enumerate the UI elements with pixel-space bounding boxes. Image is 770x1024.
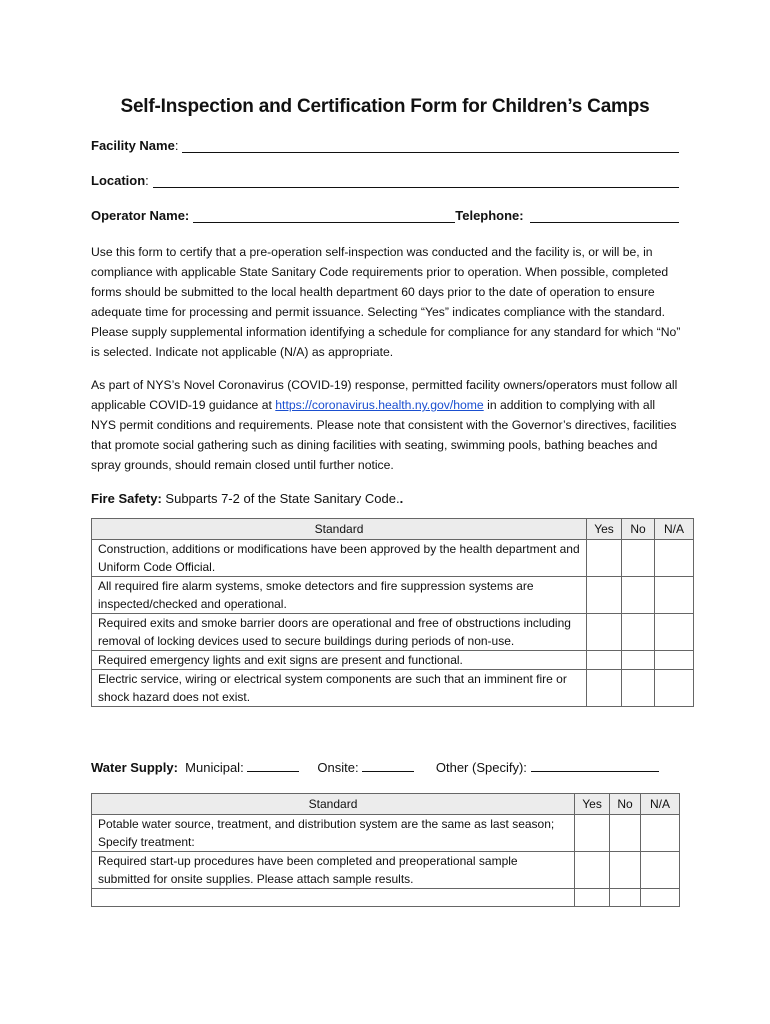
standard-cell: Required emergency lights and exit signs are present and functional. xyxy=(92,651,587,670)
municipal-label: Municipal: xyxy=(185,760,244,775)
na-checkbox-cell[interactable] xyxy=(654,614,693,651)
no-column-header: No xyxy=(610,794,641,815)
na-checkbox-cell[interactable] xyxy=(654,577,693,614)
yes-checkbox-cell[interactable] xyxy=(587,670,622,707)
na-checkbox-cell[interactable] xyxy=(641,815,680,852)
table-row xyxy=(92,651,694,670)
no-checkbox-cell[interactable] xyxy=(622,670,655,707)
page-title: Self-Inspection and Certification Form for Children’s Camps xyxy=(120,96,650,117)
table-header-row xyxy=(92,519,694,540)
table-row xyxy=(92,540,694,577)
na-column-header: N/A xyxy=(641,794,680,815)
no-checkbox-cell[interactable] xyxy=(610,889,641,907)
operator-row xyxy=(91,208,679,223)
location-label: Location xyxy=(91,173,146,188)
standard-cell: Construction, additions or modifications have been approved by the health department and Uniform Code Official. xyxy=(92,540,587,577)
standard-cell: Required exits and smoke barrier doors are operational and free of obstructions including removal of locking devices used to secure buildings during periods of non-use. xyxy=(92,614,587,651)
na-column-header: N/A xyxy=(654,519,693,540)
operator-name-field[interactable] xyxy=(193,210,455,223)
table-row xyxy=(92,815,680,852)
no-checkbox-cell[interactable] xyxy=(622,577,655,614)
table-row xyxy=(92,670,694,707)
onsite-label: Onsite: xyxy=(317,760,359,775)
table-row xyxy=(92,614,694,651)
location-field[interactable] xyxy=(153,175,679,188)
facility-name-label: Facility Name xyxy=(91,138,175,153)
telephone-field[interactable] xyxy=(530,210,679,223)
no-checkbox-cell[interactable] xyxy=(610,815,641,852)
yes-checkbox-cell[interactable] xyxy=(587,614,622,651)
no-column-header: No xyxy=(622,519,655,540)
no-checkbox-cell[interactable] xyxy=(610,852,641,889)
standard-cell: Potable water source, treatment, and distribution system are the same as last season; Specify treatment: xyxy=(92,815,575,852)
standard-cell: Required start-up procedures have been completed and preoperational sample submitted for onsite supplies. Please attach sample results. xyxy=(92,852,575,889)
covid-paragraph: As part of NYS’s Novel Coronavirus (COVID-19) response, permitted facility owners/operators must follow all applicable COVID-19 guidance at https://coronavirus.health.ny.gov/home in addition to complying with all NYS permit conditions and requirements. Please note that consistent with the Governor’s directives, facilities that promote social gathering such as dining facilities with seating, swimming pools, bathing beaches and spray grounds, should remain closed until further notice. xyxy=(91,378,678,472)
table-row xyxy=(92,577,694,614)
na-checkbox-cell[interactable] xyxy=(654,651,693,670)
yes-column-header: Yes xyxy=(587,519,622,540)
water-supply-heading: Water Supply: Municipal: Onsite: Other (Specify): xyxy=(91,759,659,775)
municipal-field[interactable] xyxy=(247,759,299,772)
standard-column-header: Standard xyxy=(92,519,587,540)
facility-name-row: Facility Name: xyxy=(91,138,679,153)
na-checkbox-cell[interactable] xyxy=(654,670,693,707)
table-header-row xyxy=(92,794,680,815)
operator-name-label: Operator Name: xyxy=(91,208,190,223)
fire-safety-table xyxy=(91,518,694,707)
yes-column-header: Yes xyxy=(575,794,610,815)
coronavirus-link[interactable]: https://coronavirus.health.ny.gov/home xyxy=(275,398,484,412)
table-row xyxy=(92,852,680,889)
onsite-field[interactable] xyxy=(362,759,414,772)
no-checkbox-cell[interactable] xyxy=(622,651,655,670)
telephone-label: Telephone: xyxy=(455,208,524,223)
standard-cell: All required fire alarm systems, smoke detectors and fire suppression systems are inspected/checked and operational. xyxy=(92,577,587,614)
yes-checkbox-cell[interactable] xyxy=(587,540,622,577)
other-specify-label: Other (Specify): xyxy=(435,760,527,775)
yes-checkbox-cell[interactable] xyxy=(587,577,622,614)
yes-checkbox-cell[interactable] xyxy=(587,651,622,670)
no-checkbox-cell[interactable] xyxy=(622,540,655,577)
no-checkbox-cell[interactable] xyxy=(622,614,655,651)
yes-checkbox-cell[interactable] xyxy=(575,889,610,907)
facility-name-field[interactable] xyxy=(182,140,679,153)
na-checkbox-cell[interactable] xyxy=(641,889,680,907)
fire-safety-heading: Fire Safety: Subparts 7-2 of the State Sanitary Code.. xyxy=(91,491,404,506)
table-row xyxy=(92,889,680,907)
water-supply-table xyxy=(91,793,680,907)
standard-cell: Electric service, wiring or electrical system components are such that an imminent fire or shock hazard does not exist. xyxy=(92,670,587,707)
yes-checkbox-cell[interactable] xyxy=(575,852,610,889)
na-checkbox-cell[interactable] xyxy=(641,852,680,889)
standard-column-header: Standard xyxy=(92,794,575,815)
standard-cell xyxy=(92,889,575,907)
intro-paragraph: Use this form to certify that a pre-operation self-inspection was conducted and the facility is, or will be, in compliance with applicable State Sanitary Code requirements prior to operation. When possible, completed forms should be submitted to the local health department 60 days prior to the date of operation to ensure adequate time for processing and permit issuance. Selecting “Yes” indicates compliance with the standard. Please supply supplemental information identifying a schedule for compliance for any standard for which “No” is selected. Indicate not applicable (N/A) as appropriate. xyxy=(91,245,681,359)
na-checkbox-cell[interactable] xyxy=(654,540,693,577)
other-specify-field[interactable] xyxy=(531,759,659,772)
yes-checkbox-cell[interactable] xyxy=(575,815,610,852)
location-row: Location: xyxy=(91,173,679,188)
